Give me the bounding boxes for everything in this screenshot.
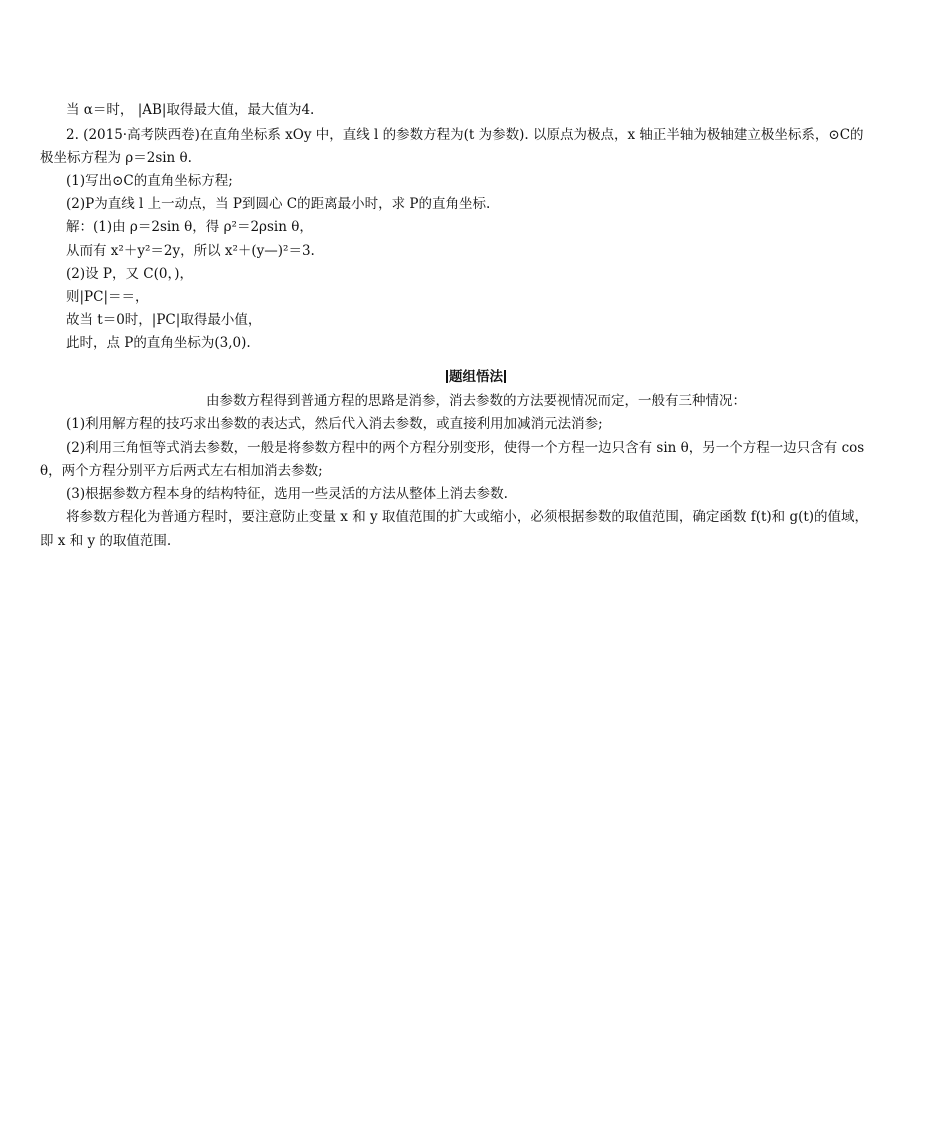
method-item-1: (1)利用解方程的技巧求出参数的表达式，然后代入消去参数，或直接利用加减消元法消参; [66, 416, 603, 432]
problem-2-statement: 2. (2015·高考陕西卷)在直角坐标系 xOy 中，直线 l 的参数方程为(t 为参数). 以原点为极点，x 轴正半轴为极轴建立极坐标系，⊙C的 [66, 127, 864, 143]
text-line: 极坐标方程为 ρ＝2sin θ. [40, 150, 192, 166]
solution-line: (2)设 P，又 C(0，)， [66, 266, 193, 282]
question-part-1: (1)写出⊙C的直角坐标方程; [66, 173, 233, 189]
method-item-3: (3)根据参数方程本身的结构特征，选用一些灵活的方法从整体上消去参数. [66, 486, 508, 502]
note-paragraph: 将参数方程化为普通方程时，要注意防止变量 x 和 y 取值范围的扩大或缩小，必须根据参数的取值范围，确定函数 f(t)和 g(t)的值域， [66, 509, 869, 525]
title-right-bar [504, 370, 506, 383]
solution-line: 此时，点 P的直角坐标为(3,0). [66, 335, 251, 351]
section-title [40, 366, 912, 389]
solution-line: 从而有 x²＋y²＝2y，所以 x²＋(y—)²＝3. [66, 243, 315, 259]
method-summary: 由参数方程得到普通方程的思路是消参，消去参数的方法要视情况而定，一般有三种情况： [206, 393, 746, 409]
solution-line: 解：(1)由 ρ＝2sin θ，得 ρ²＝2ρsin θ， [66, 219, 313, 235]
title-left-bar [446, 370, 448, 383]
text-line: θ，两个方程分别平方后两式左右相加消去参数; [40, 463, 323, 479]
text-line: 当 α＝时， |AB|取得最大值，最大值为4. [66, 102, 315, 118]
solution-line: 则|PC|＝＝， [66, 289, 149, 305]
solution-line: 故当 t＝0时，|PC|取得最小值， [66, 312, 262, 328]
text-line: 即 x 和 y 的取值范围. [40, 533, 172, 549]
section-title-text: 题组悟法 [449, 369, 503, 385]
method-item-2: (2)利用三角恒等式消去参数，一般是将参数方程中的两个方程分别变形，使得一个方程一边只含有 sin θ，另一个方程一边只含有 cos [66, 440, 865, 456]
question-part-2: (2)P为直线 l 上一动点，当 P到圆心 C的距离最小时，求 P的直角坐标. [66, 196, 491, 212]
